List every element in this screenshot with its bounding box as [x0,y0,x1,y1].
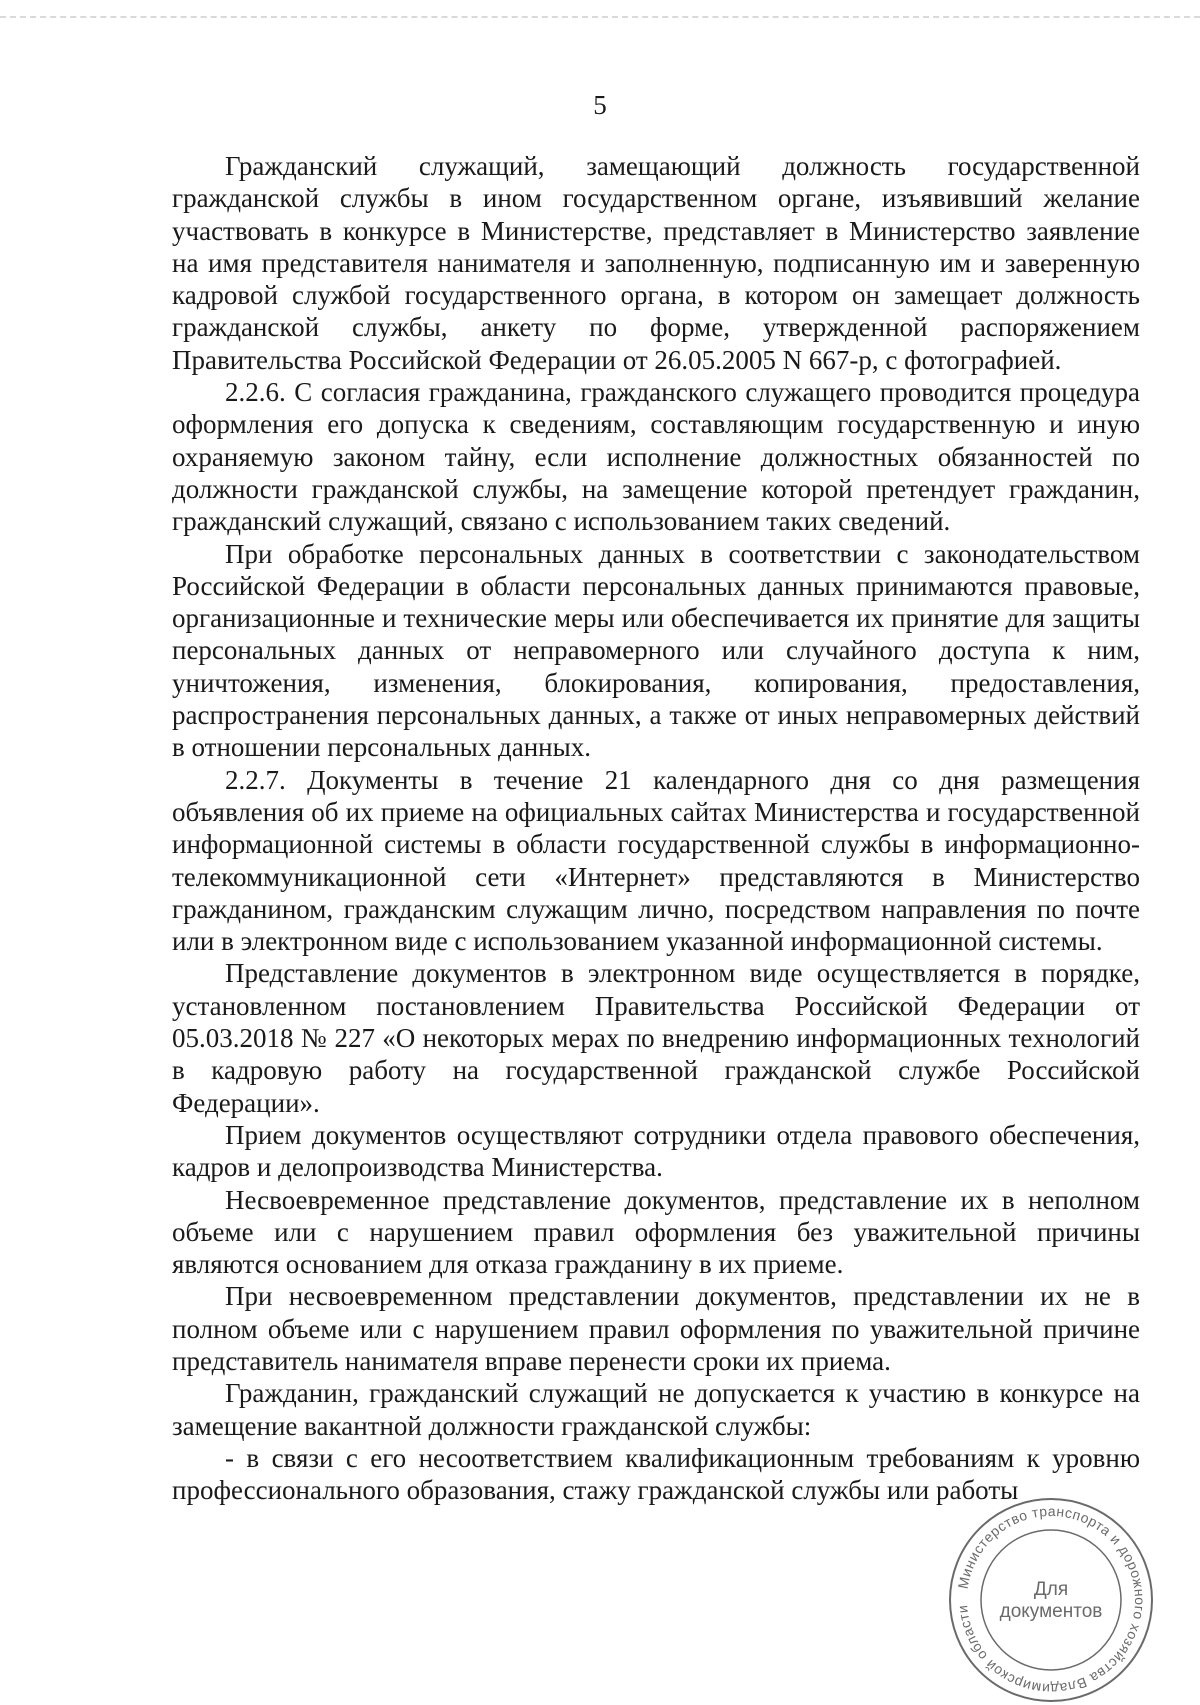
paragraph: При обработке персональных данных в соответствии с законодательством Российской Федерации в области персональных данных принимаются правовые, организационные и технические меры или обеспечивается их принятие для защиты персональных данных от неправомерного или случайного доступа к ним, уничтожения, изменения, блокирования, копирования, предоставления, распространения персональных данных, а также от иных неправомерных действий в отношении персональных данных. [172,538,1140,763]
page-number: 5 [593,90,607,120]
paragraph: При несвоевременном представлении документов, представлении их не в полном объеме или с нарушением правил оформления по уважительной причине представитель нанимателя вправе перенести сроки их приема. [172,1281,1140,1376]
paragraph: Гражданин, гражданский служащий не допускается к участию в конкурсе на замещение вакантной должности гражданской службы: [172,1378,1140,1441]
stamp-inner-ring [981,1530,1121,1670]
paragraph: Несвоевременное представление документов, представление их в неполном объеме или с нарушением правил оформления без уважительной причины являются основанием для отказа гражданину в их приеме. [172,1184,1140,1280]
stamp-center-line-2: документов [999,1601,1103,1622]
document-body [172,150,1140,1506]
stamp-center-line-1: Для [1033,1579,1069,1600]
paragraph: 2.2.6. С согласия гражданина, гражданского служащего проводится процедура оформления его допуска к сведениям, составляющим государственную и иную охраняемую законом тайну, если исполнение должностных обязанностей по должности гражданской службы, на замещение которой претендует гражданин, гражданский служащий, связано с использованием таких сведений. [172,377,1140,537]
official-stamp [946,1495,1156,1705]
paragraph: Представление документов в электронном виде осуществляется в порядке, установленном постановлением Правительства Российской Федерации от 05.03.2018 № 227 «О некоторых мерах по внедрению информационных технологий в кадровую работу на государственной гражданской службе Российской Федерации». [172,958,1140,1118]
paragraph: Гражданский служащий, замещающий должность государственной гражданской службы в ином государственном органе, изъявивший желание участвовать в конкурсе в Министерстве, представляет в Министерство заявление на имя представителя нанимателя и заполненную, подписанную им и заверенную кадровой службой государственного органа, в котором он замещает должность гражданской службы, анкету по форме, утвержденной распоряжением Правительства Российской Федерации от 26.05.2005 N 667-р, с фотографией. [172,151,1140,375]
paragraph: 2.2.7. Документы в течение 21 календарного дня со дня размещения объявления об их приеме на официальных сайтах Министерства и государственной информационной системы в области государственной службы в информационно-телекоммуникационной сети «Интернет» представляются в Министерство гражданином, гражданским служащим лично, посредством направления по почте или в электронном виде с использованием указанной информационной системы. [172,764,1140,957]
paragraph: - в связи с его несоответствием квалификационным требованиям к уровню профессионального образования, стажу гражданской службы или работы [172,1442,1140,1506]
top-scan-edge [0,16,1200,18]
paragraph: Прием документов осуществляют сотрудники отдела правового обеспечения, кадров и делопроизводства Министерства. [172,1119,1140,1183]
stamp-ring-text: Министерство транспорта и дорожного хозяйства Владимирской области [954,1502,1149,1698]
